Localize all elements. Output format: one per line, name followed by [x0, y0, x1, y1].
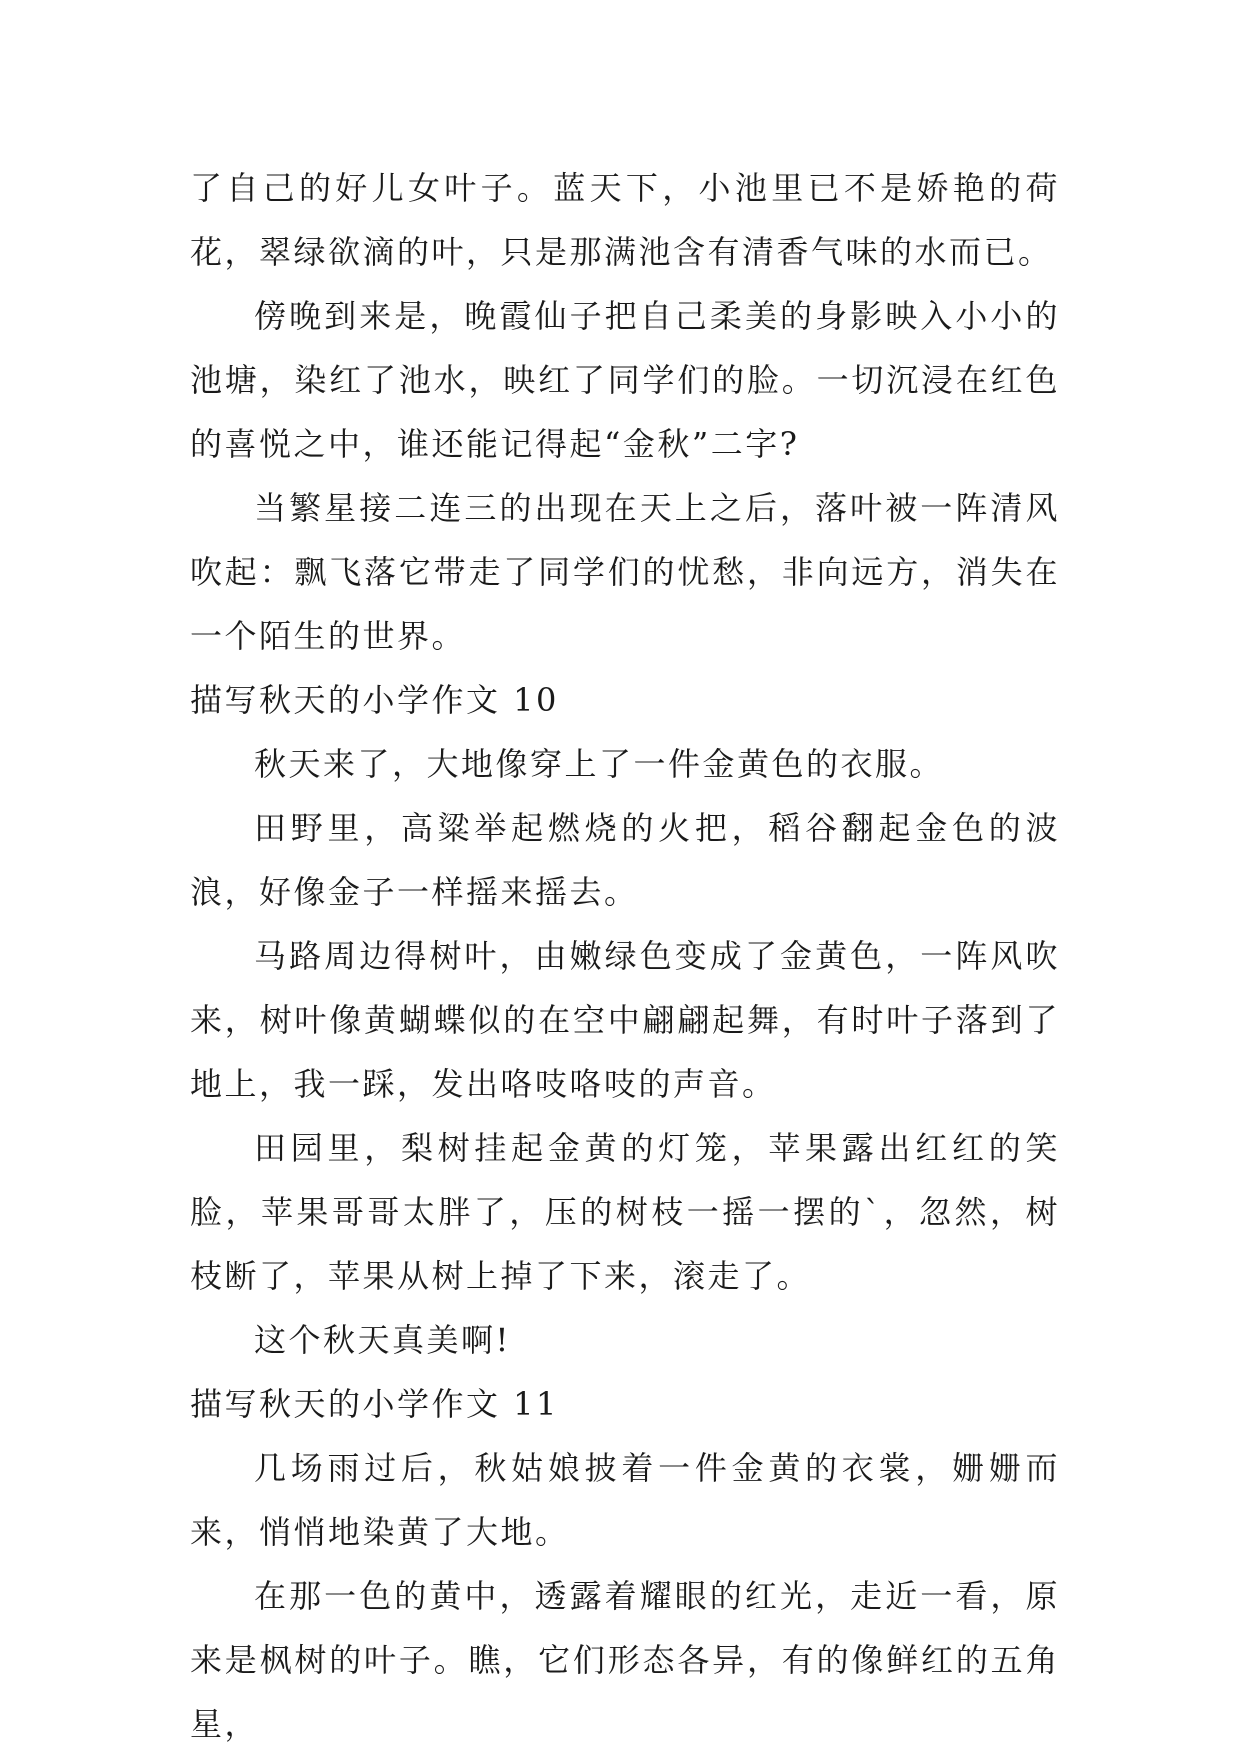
paragraph: 当繁星接二连三的出现在天上之后，落叶被一阵清风吹起：飘飞落它带走了同学们的忧愁，非向远方，消失在一个陌生的世界。 [190, 489, 1060, 655]
paragraph: 马路周边得树叶，由嫩绿色变成了金黄色，一阵风吹来，树叶像黄蝴蝶似的在空中翩翩起舞，有时叶子落到了地上，我一踩，发出咯吱咯吱的声音。 [190, 937, 1060, 1103]
section-heading: 描写秋天的小学作文 11 [190, 1385, 559, 1423]
document-body [190, 156, 1060, 1756]
paragraph: 田园里，梨树挂起金黄的灯笼，苹果露出红红的笑脸，苹果哥哥太胖了，压的树枝一摇一摆的`，忽然，树枝断了，苹果从树上掉了下来，滚走了。 [190, 1129, 1060, 1295]
section-heading: 描写秋天的小学作文 10 [190, 681, 559, 719]
paragraph: 了自己的好儿女叶子。蓝天下，小池里已不是娇艳的荷花，翠绿欲滴的叶，只是那满池含有清香气味的水而已。 [190, 169, 1060, 271]
paragraph: 傍晚到来是，晚霞仙子把自己柔美的身影映入小小的池塘，染红了池水，映红了同学们的脸。一切沉浸在红色的喜悦之中，谁还能记得起“金秋”二字? [190, 297, 1060, 463]
paragraph: 田野里，高粱举起燃烧的火把，稻谷翻起金色的波浪，好像金子一样摇来摇去。 [190, 809, 1060, 911]
paragraph: 秋天来了，大地像穿上了一件金黄色的衣服。 [254, 745, 945, 783]
paragraph: 在那一色的黄中，透露着耀眼的红光，走近一看，原来是枫树的叶子。瞧，它们形态各异，有的像鲜红的五角星， [190, 1577, 1060, 1743]
paragraph: 这个秋天真美啊! [254, 1321, 511, 1359]
paragraph: 几场雨过后，秋姑娘披着一件金黄的衣裳，姗姗而来，悄悄地染黄了大地。 [190, 1449, 1060, 1551]
